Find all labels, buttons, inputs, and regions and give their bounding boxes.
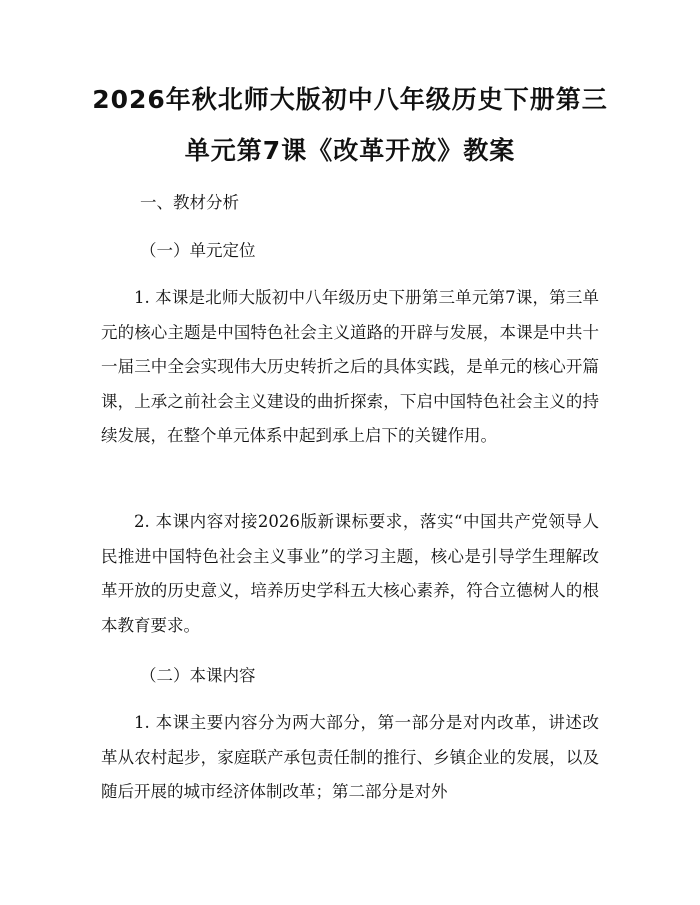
- document-title-line-2: 单元第7课《改革开放》教案: [184, 136, 516, 165]
- subsection-heading-lesson-content: （二）本课内容: [140, 666, 256, 685]
- section-heading-textbook-analysis: 一、教材分析: [140, 193, 239, 212]
- paragraph-unit-positioning-2: 2. 本课内容对接2026版新课标要求，落实“中国共产党领导人民推进中国特色社会主义事业”的学习主题，核心是引导学生理解改革开放的历史意义，培养历史学科五大核心素养，符合立德树人的根本教育要求。: [101, 512, 599, 635]
- document-title-line-1: 2026年秋北师大版初中八年级历史下册第三: [92, 85, 608, 114]
- paragraph-lesson-content-1: 1. 本课主要内容分为两大部分，第一部分是对内改革，讲述改革从农村起步，家庭联产承包责任制的推行、乡镇企业的发展，以及随后开展的城市经济体制改革；第二部分是对外: [101, 713, 599, 801]
- subsection-heading-unit-positioning: （一）单元定位: [140, 241, 256, 260]
- paragraph-unit-positioning-1: 1. 本课是北师大版初中八年级历史下册第三单元第7课，第三单元的核心主题是中国特色社会主义道路的开辟与发展，本课是中共十一届三中全会实现伟大历史转折之后的具体实践，是单元的核心开篇课，上承之前社会主义建设的曲折探索，下启中国特色社会主义的持续发展，在整个单元体系中起到承上启下的关键作用。: [101, 288, 599, 445]
